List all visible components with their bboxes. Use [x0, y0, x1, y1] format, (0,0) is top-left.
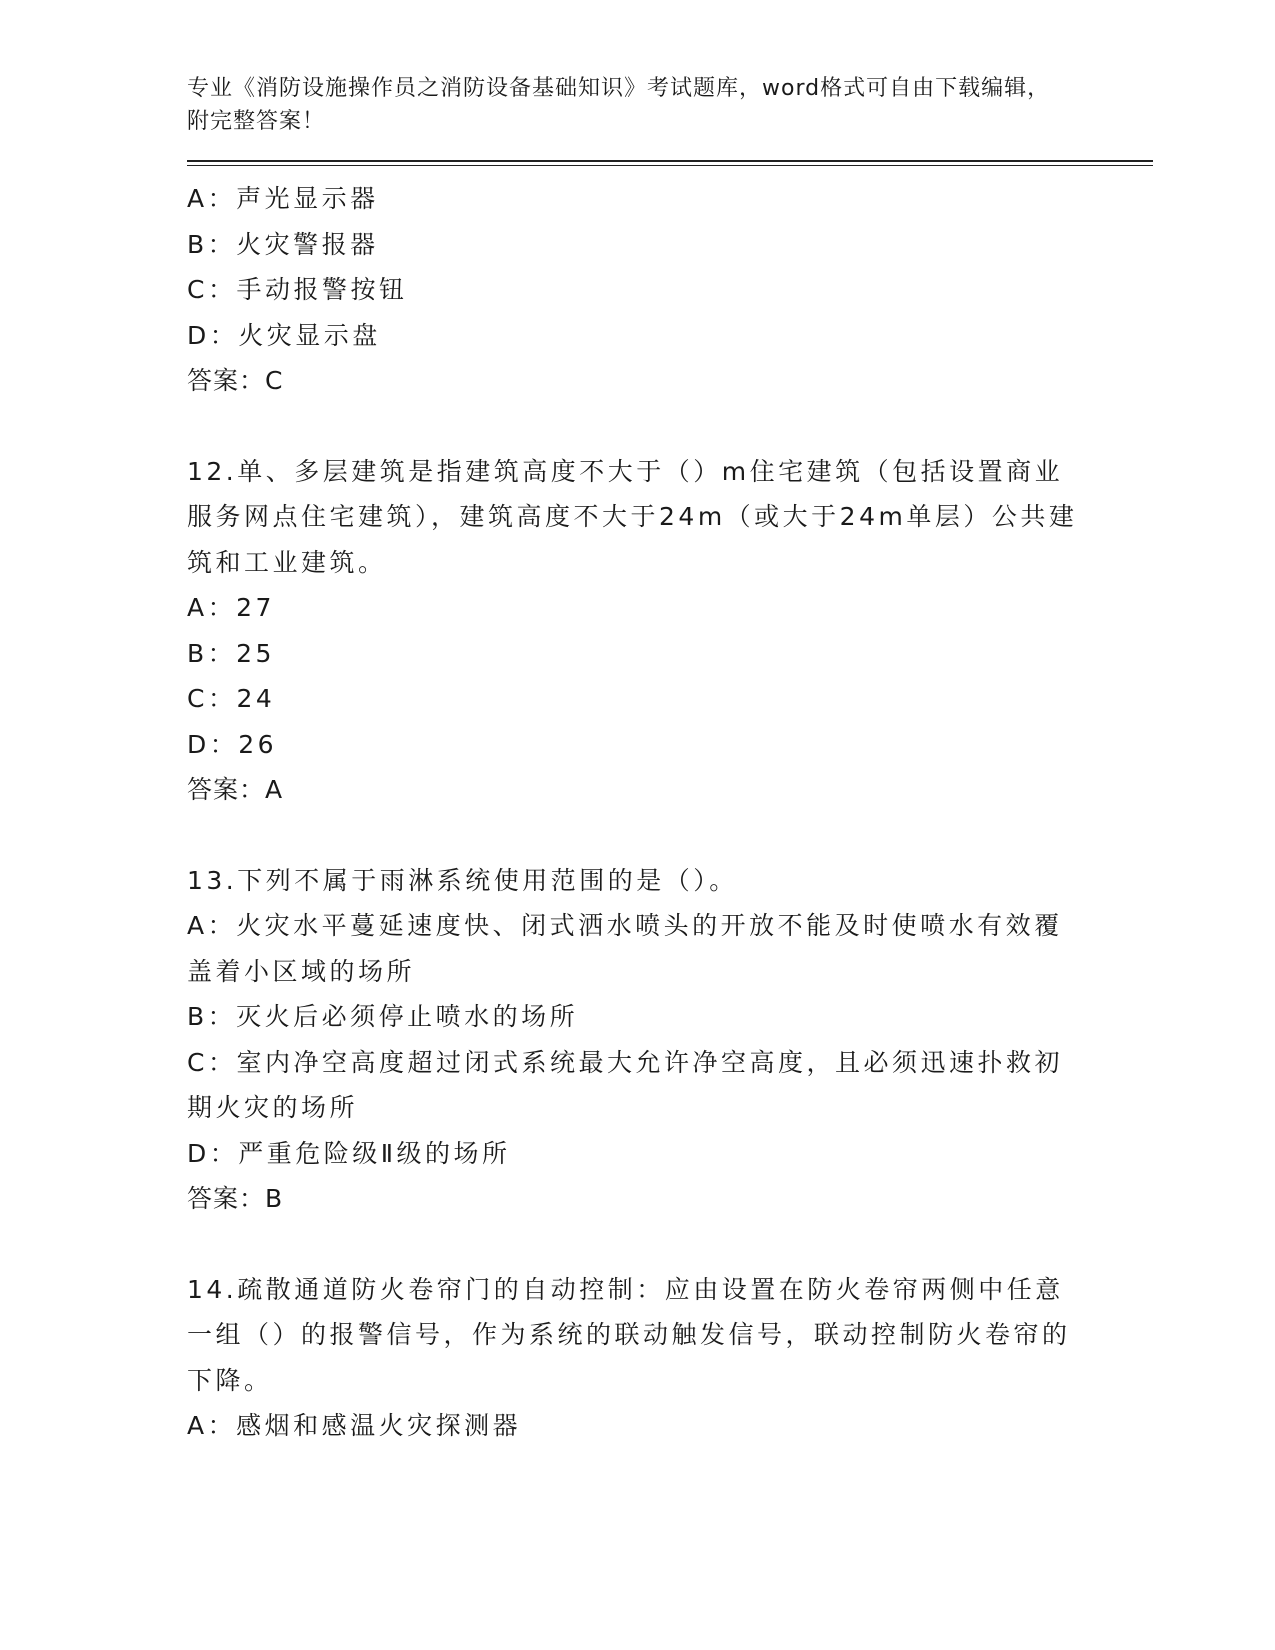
- option-b: B：25: [187, 638, 275, 668]
- document-page: [187, 72, 1087, 1449]
- spacer: [187, 813, 1087, 858]
- question-stem: 13.下列不属于雨淋系统使用范围的是（）。: [187, 865, 738, 895]
- question-stem: 14.疏散通道防火卷帘门的自动控制：应由设置在防火卷帘两侧中任意一组（）的报警信号，作为系统的联动触发信号，联动控制防火卷帘的下降。: [187, 1274, 1071, 1395]
- option-a: A：感烟和感温火灾探测器: [187, 1411, 522, 1440]
- option-d: D：火灾显示盘: [187, 320, 381, 350]
- answer-line: 答案：B: [187, 1184, 284, 1213]
- question-stem: 12.单、多层建筑是指建筑高度不大于（）m住宅建筑（包括设置商业服务网点住宅建筑），建筑高度不大于24m（或大于24m单层）公共建筑和工业建筑。: [187, 456, 1078, 577]
- question-14-block: [187, 1267, 1087, 1449]
- option-c: C：24: [187, 684, 276, 713]
- option-b: B：灭火后必须停止喷水的场所: [187, 1002, 579, 1031]
- header-divider: [187, 160, 1153, 166]
- option-b: B：火灾警报器: [187, 229, 379, 259]
- option-a: A：27: [187, 593, 275, 622]
- spacer: [187, 1222, 1087, 1267]
- option-c: C：手动报警按钮: [187, 275, 408, 304]
- question-12-block: [187, 449, 1087, 813]
- document-header: 专业《消防设施操作员之消防设备基础知识》考试题库，word格式可自由下载编辑，附完整答案！: [187, 76, 1051, 134]
- answer-line: 答案：A: [187, 775, 284, 804]
- document-body: [187, 176, 1087, 1449]
- spacer: [187, 404, 1087, 449]
- option-a: A：火灾水平蔓延速度快、闭式洒水喷头的开放不能及时使喷水有效覆盖着小区域的场所: [187, 911, 1063, 986]
- option-d: D：26: [187, 729, 278, 759]
- option-d: D：严重危险级Ⅱ级的场所: [187, 1138, 511, 1168]
- option-c: C：室内净空高度超过闭式系统最大允许净空高度，且必须迅速扑救初期火灾的场所: [187, 1047, 1063, 1122]
- question-13-block: [187, 858, 1087, 1222]
- option-a: A：声光显示器: [187, 184, 379, 213]
- prev-question-block: [187, 176, 1087, 404]
- answer-line: 答案：C: [187, 366, 284, 395]
